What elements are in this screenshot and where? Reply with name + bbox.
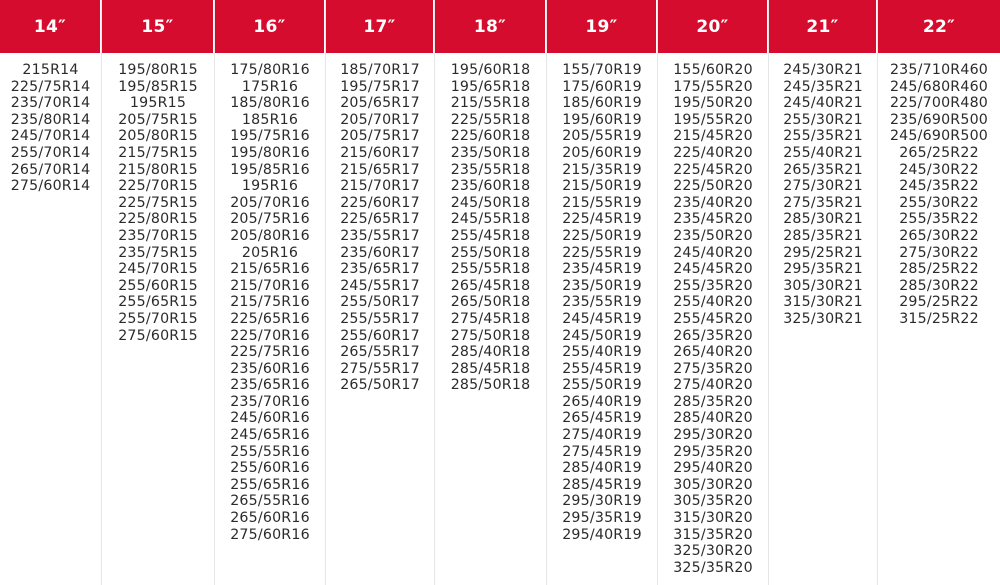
tire-size-item: 295/40R19 bbox=[562, 526, 642, 543]
tire-size-item: 265/35R21 bbox=[783, 161, 863, 178]
tire-size-item: 205/55R19 bbox=[562, 128, 642, 145]
tire-size-item: 195/85R15 bbox=[118, 78, 198, 95]
size-list bbox=[878, 53, 1000, 328]
tire-size-item: 195/65R18 bbox=[450, 78, 531, 95]
tire-size-item: 255/40R20 bbox=[673, 294, 753, 311]
tire-size-item: 265/40R20 bbox=[673, 344, 753, 361]
tire-size-item: 235/55R19 bbox=[562, 294, 642, 311]
tire-size-item: 185/60R19 bbox=[562, 95, 642, 112]
tire-size-item: 225/55R19 bbox=[562, 244, 642, 261]
tire-size-item: 265/70R14 bbox=[10, 161, 91, 178]
size-list bbox=[0, 53, 101, 195]
tire-size-item: 235/60R18 bbox=[450, 178, 531, 195]
tire-size-item: 255/70R14 bbox=[10, 144, 91, 161]
tire-size-item: 245/50R18 bbox=[450, 194, 531, 211]
tire-size-item: 195/80R16 bbox=[230, 144, 310, 161]
tire-size-item: 245/40R20 bbox=[673, 244, 753, 261]
tire-size-item: 175/60R19 bbox=[562, 78, 642, 95]
tire-size-item: 205R16 bbox=[241, 244, 299, 261]
tire-size-item: 205/80R15 bbox=[118, 128, 198, 145]
tire-size-item: 315/30R21 bbox=[783, 294, 863, 311]
column-17 bbox=[326, 0, 435, 585]
tire-size-item: 285/30R21 bbox=[783, 211, 863, 228]
tire-size-item: 235/70R16 bbox=[230, 393, 310, 410]
column-header: 21″ bbox=[769, 0, 877, 53]
size-list bbox=[326, 53, 434, 394]
tire-size-item: 245/30R21 bbox=[783, 62, 863, 78]
tire-size-item: 285/50R18 bbox=[450, 377, 531, 394]
tire-size-item: 245/680R460 bbox=[889, 78, 989, 95]
tire-size-item: 155/60R20 bbox=[673, 62, 753, 78]
tire-size-item: 245/60R16 bbox=[230, 410, 310, 427]
tire-size-item: 255/45R19 bbox=[562, 360, 642, 377]
tire-size-item: 265/50R18 bbox=[450, 294, 531, 311]
tire-size-item: 295/35R20 bbox=[673, 443, 753, 460]
size-list bbox=[102, 53, 214, 344]
column-header: 22″ bbox=[878, 0, 1000, 53]
tire-size-item: 255/30R21 bbox=[783, 111, 863, 128]
tire-size-item: 225/700R480 bbox=[889, 95, 989, 112]
column-18 bbox=[435, 0, 547, 585]
tire-size-item: 185/80R16 bbox=[230, 95, 310, 112]
tire-size-item: 275/30R21 bbox=[783, 178, 863, 195]
tire-size-item: 265/45R18 bbox=[450, 277, 531, 294]
tire-size-item: 305/30R21 bbox=[783, 277, 863, 294]
column-header: 20″ bbox=[658, 0, 768, 53]
tire-size-item: 225/75R15 bbox=[118, 194, 198, 211]
tire-size-item: 205/75R16 bbox=[230, 211, 310, 228]
column-header: 15″ bbox=[102, 0, 214, 53]
tire-size-item: 285/30R22 bbox=[899, 277, 979, 294]
tire-size-item: 225/55R18 bbox=[450, 111, 531, 128]
tire-size-item: 265/45R19 bbox=[562, 410, 642, 427]
tire-size-item: 205/70R17 bbox=[340, 111, 420, 128]
tire-size-item: 195/55R20 bbox=[673, 111, 753, 128]
tire-size-item: 295/40R20 bbox=[673, 460, 753, 477]
tire-size-item: 225/80R15 bbox=[118, 211, 198, 228]
size-list bbox=[215, 53, 325, 543]
column-header: 16″ bbox=[215, 0, 325, 53]
tire-size-item: 215/55R19 bbox=[562, 194, 642, 211]
tire-size-item: 255/50R17 bbox=[340, 294, 420, 311]
tire-size-item: 225/75R16 bbox=[230, 344, 310, 361]
tire-size-item: 275/60R15 bbox=[118, 327, 198, 344]
tire-size-item: 295/35R19 bbox=[562, 510, 642, 527]
column-16 bbox=[215, 0, 326, 585]
tire-size-item: 235/55R17 bbox=[340, 227, 420, 244]
tire-size-item: 305/30R20 bbox=[673, 476, 753, 493]
tire-size-item: 225/65R17 bbox=[340, 211, 420, 228]
tire-size-item: 255/35R20 bbox=[673, 277, 753, 294]
tire-size-item: 205/60R19 bbox=[562, 144, 642, 161]
tire-size-item: 305/35R20 bbox=[673, 493, 753, 510]
tire-size-item: 235/55R18 bbox=[450, 161, 531, 178]
tire-size-item: 275/45R18 bbox=[450, 310, 531, 327]
tire-size-item: 175R16 bbox=[241, 78, 299, 95]
tire-size-item: 245/55R18 bbox=[450, 211, 531, 228]
tire-size-item: 325/30R20 bbox=[673, 543, 753, 560]
tire-size-item: 225/50R20 bbox=[673, 178, 753, 195]
tire-size-item: 245/690R500 bbox=[889, 128, 989, 145]
tire-size-item: 225/75R14 bbox=[10, 78, 91, 95]
tire-size-item: 255/60R15 bbox=[118, 277, 198, 294]
tire-size-item: 245/55R17 bbox=[340, 277, 420, 294]
tire-size-item: 215/75R15 bbox=[118, 144, 198, 161]
tire-size-item: 225/45R19 bbox=[562, 211, 642, 228]
tire-size-item: 265/50R17 bbox=[340, 377, 420, 394]
tire-size-item: 275/60R14 bbox=[10, 178, 91, 195]
tire-size-item: 285/40R18 bbox=[450, 344, 531, 361]
tire-size-item: 215/65R16 bbox=[230, 261, 310, 278]
tire-size-item: 275/35R21 bbox=[783, 194, 863, 211]
tire-size-item: 255/40R19 bbox=[562, 344, 642, 361]
tire-size-item: 265/40R19 bbox=[562, 393, 642, 410]
tire-size-item: 255/35R21 bbox=[783, 128, 863, 145]
tire-size-item: 215/45R20 bbox=[673, 128, 753, 145]
tire-size-item: 255/45R20 bbox=[673, 310, 753, 327]
tire-size-item: 215/70R16 bbox=[230, 277, 310, 294]
tire-size-item: 195R15 bbox=[129, 95, 187, 112]
tire-size-item: 245/70R14 bbox=[10, 128, 91, 145]
tire-size-item: 215/55R18 bbox=[450, 95, 531, 112]
column-22 bbox=[878, 0, 1000, 585]
tire-size-item: 245/50R19 bbox=[562, 327, 642, 344]
tire-size-item: 255/45R18 bbox=[450, 227, 531, 244]
tire-size-item: 265/35R20 bbox=[673, 327, 753, 344]
tire-size-item: 215/65R17 bbox=[340, 161, 420, 178]
tire-size-item: 235/70R14 bbox=[10, 95, 91, 112]
column-14 bbox=[0, 0, 102, 585]
column-19 bbox=[547, 0, 658, 585]
tire-size-item: 235/70R15 bbox=[118, 227, 198, 244]
tire-size-item: 225/65R16 bbox=[230, 310, 310, 327]
tire-size-item: 275/45R19 bbox=[562, 443, 642, 460]
tire-size-item: 255/40R21 bbox=[783, 144, 863, 161]
tire-size-item: 235/50R18 bbox=[450, 144, 531, 161]
tire-size-item: 255/60R17 bbox=[340, 327, 420, 344]
tire-size-item: 205/70R16 bbox=[230, 194, 310, 211]
tire-size-item: 275/35R20 bbox=[673, 360, 753, 377]
tire-size-item: 235/45R20 bbox=[673, 211, 753, 228]
tire-size-item: 255/30R22 bbox=[899, 194, 979, 211]
tire-size-item: 275/60R16 bbox=[230, 526, 310, 543]
tire-size-item: 225/70R15 bbox=[118, 178, 198, 195]
tire-size-item: 215/80R15 bbox=[118, 161, 198, 178]
tire-size-item: 255/65R15 bbox=[118, 294, 198, 311]
tire-size-item: 225/70R16 bbox=[230, 327, 310, 344]
tire-size-item: 195/75R17 bbox=[340, 78, 420, 95]
tire-size-item: 255/65R16 bbox=[230, 476, 310, 493]
tire-size-item: 245/70R15 bbox=[118, 261, 198, 278]
tire-size-item: 255/60R16 bbox=[230, 460, 310, 477]
column-header: 19″ bbox=[547, 0, 657, 53]
tire-size-item: 225/40R20 bbox=[673, 144, 753, 161]
tire-size-item: 285/35R21 bbox=[783, 227, 863, 244]
tire-size-item: 205/75R17 bbox=[340, 128, 420, 145]
tire-size-item: 295/25R22 bbox=[899, 294, 979, 311]
tire-size-item: 195/80R15 bbox=[118, 62, 198, 78]
tire-size-item: 265/30R22 bbox=[899, 227, 979, 244]
tire-size-item: 295/30R20 bbox=[673, 427, 753, 444]
tire-size-item: 245/45R20 bbox=[673, 261, 753, 278]
tire-size-item: 235/690R500 bbox=[889, 111, 989, 128]
tire-size-item: 255/55R16 bbox=[230, 443, 310, 460]
tire-size-item: 265/55R16 bbox=[230, 493, 310, 510]
tire-size-item: 245/35R21 bbox=[783, 78, 863, 95]
tire-size-item: 205/80R16 bbox=[230, 227, 310, 244]
tire-size-item: 255/70R15 bbox=[118, 310, 198, 327]
tire-size-item: 175/80R16 bbox=[230, 62, 310, 78]
tire-size-item: 215R14 bbox=[22, 62, 79, 78]
tire-size-item: 255/55R17 bbox=[340, 310, 420, 327]
column-header: 17″ bbox=[326, 0, 434, 53]
tire-size-item: 315/35R20 bbox=[673, 526, 753, 543]
tire-size-item: 225/60R18 bbox=[450, 128, 531, 145]
tire-size-item: 225/60R17 bbox=[340, 194, 420, 211]
tire-size-item: 325/30R21 bbox=[783, 310, 863, 327]
tire-size-item: 195R16 bbox=[241, 178, 299, 195]
tire-size-item: 275/55R17 bbox=[340, 360, 420, 377]
tire-size-item: 235/45R19 bbox=[562, 261, 642, 278]
tire-size-item: 265/60R16 bbox=[230, 510, 310, 527]
tire-size-item: 255/50R19 bbox=[562, 377, 642, 394]
tire-size-item: 235/65R17 bbox=[340, 261, 420, 278]
tire-size-item: 275/30R22 bbox=[899, 244, 979, 261]
tire-size-item: 225/50R19 bbox=[562, 227, 642, 244]
tire-size-item: 195/75R16 bbox=[230, 128, 310, 145]
tire-size-item: 295/30R19 bbox=[562, 493, 642, 510]
tire-size-item: 205/65R17 bbox=[340, 95, 420, 112]
tire-size-item: 235/40R20 bbox=[673, 194, 753, 211]
tire-size-item: 195/60R18 bbox=[450, 62, 531, 78]
tire-size-item: 275/40R20 bbox=[673, 377, 753, 394]
tire-size-item: 235/60R16 bbox=[230, 360, 310, 377]
tire-size-item: 195/85R16 bbox=[230, 161, 310, 178]
tire-size-item: 185/70R17 bbox=[340, 62, 420, 78]
tire-size-item: 265/25R22 bbox=[899, 144, 979, 161]
size-list bbox=[435, 53, 546, 394]
tire-size-item: 195/60R19 bbox=[562, 111, 642, 128]
tire-size-item: 285/45R19 bbox=[562, 476, 642, 493]
tire-size-item: 295/25R21 bbox=[783, 244, 863, 261]
tire-size-item: 275/50R18 bbox=[450, 327, 531, 344]
tire-size-item: 315/25R22 bbox=[899, 310, 979, 327]
column-header: 14″ bbox=[0, 0, 101, 53]
tire-size-item: 215/35R19 bbox=[562, 161, 642, 178]
tire-size-item: 235/65R16 bbox=[230, 377, 310, 394]
size-list bbox=[769, 53, 877, 328]
tire-size-item: 295/35R21 bbox=[783, 261, 863, 278]
column-21 bbox=[769, 0, 878, 585]
tire-size-item: 235/75R15 bbox=[118, 244, 198, 261]
tire-size-item: 275/40R19 bbox=[562, 427, 642, 444]
tire-size-item: 245/35R22 bbox=[899, 178, 979, 195]
tire-size-item: 235/60R17 bbox=[340, 244, 420, 261]
tire-size-item: 255/35R22 bbox=[899, 211, 979, 228]
tire-size-item: 195/50R20 bbox=[673, 95, 753, 112]
tire-size-item: 245/40R21 bbox=[783, 95, 863, 112]
tire-size-item: 315/30R20 bbox=[673, 510, 753, 527]
tire-size-item: 285/40R19 bbox=[562, 460, 642, 477]
tire-size-item: 285/40R20 bbox=[673, 410, 753, 427]
tire-size-item: 215/70R17 bbox=[340, 178, 420, 195]
tire-size-item: 215/60R17 bbox=[340, 144, 420, 161]
tire-size-item: 265/55R17 bbox=[340, 344, 420, 361]
tire-size-item: 235/50R19 bbox=[562, 277, 642, 294]
tire-size-item: 245/30R22 bbox=[899, 161, 979, 178]
tire-size-item: 175/55R20 bbox=[673, 78, 753, 95]
tire-size-item: 155/70R19 bbox=[562, 62, 642, 78]
tire-size-item: 235/710R460 bbox=[889, 62, 989, 78]
tire-size-item: 215/75R16 bbox=[230, 294, 310, 311]
size-list bbox=[547, 53, 657, 543]
tire-size-item: 255/50R18 bbox=[450, 244, 531, 261]
tire-size-item: 235/80R14 bbox=[10, 111, 91, 128]
tire-size-item: 235/50R20 bbox=[673, 227, 753, 244]
column-header: 18″ bbox=[435, 0, 546, 53]
tire-size-item: 225/45R20 bbox=[673, 161, 753, 178]
tire-size-item: 285/45R18 bbox=[450, 360, 531, 377]
tire-size-item: 285/25R22 bbox=[899, 261, 979, 278]
tire-size-item: 255/55R18 bbox=[450, 261, 531, 278]
tire-size-item: 185R16 bbox=[241, 111, 299, 128]
tire-size-item: 245/65R16 bbox=[230, 427, 310, 444]
tire-size-item: 245/45R19 bbox=[562, 310, 642, 327]
tire-size-item: 285/35R20 bbox=[673, 393, 753, 410]
tire-size-item: 325/35R20 bbox=[673, 559, 753, 576]
column-20 bbox=[658, 0, 769, 585]
column-15 bbox=[102, 0, 215, 585]
tire-size-item: 215/50R19 bbox=[562, 178, 642, 195]
tire-size-item: 205/75R15 bbox=[118, 111, 198, 128]
size-list bbox=[658, 53, 768, 576]
